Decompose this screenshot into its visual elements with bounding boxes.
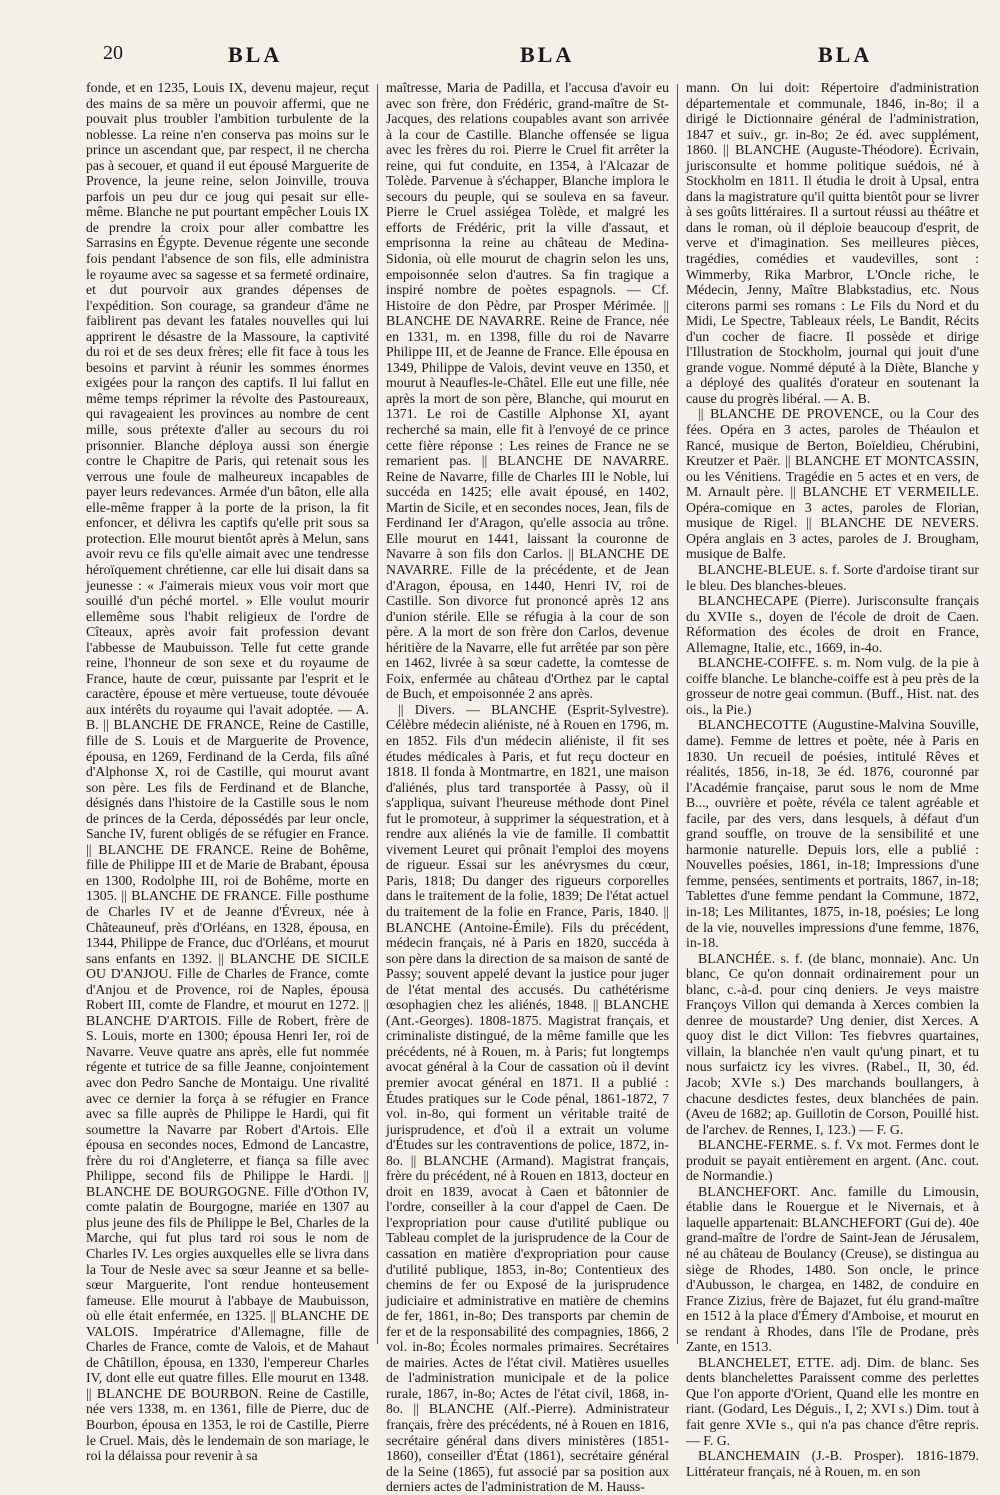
running-head-left: BLA: [228, 42, 283, 67]
running-head-center: BLA: [520, 42, 575, 67]
paragraph: fonde, et en 1235, Louis IX, devenu majeur, reçut des mains de sa mère un pouvoir affermi, que ne pouvait plus troubler l'ambition turbulente de la noblesse. La reine n'en conserva pas moins sur le prince un ascendant que, par respect, il ne chercha pas à secouer, et quand il eut épousé Marguerite de Provence, la jeune reine, selon Joinville, trouva parfois un peu dur ce joug qui pesait sur elle-même. Blanche ne put pourtant empêcher Louis IX de prendre la croix pour aller combattre les Sarrasins en Égypte. Devenue régente une seconde fois pendant l'absence de son fils, elle administra le royaume avec sa sagesse et sa fermeté ordinaire, et dut pourvoir aux grandes dépenses de l'expédition. Son courage, sa grandeur d'âme ne faiblirent pas devant les fatales nouvelles qui lui apprirent le désastre de la Massoure, la captivité du roi et de ses deux frères; elle fit face à tous les besoins et parvint à réunir les sommes énormes exigées pour la rançon des captifs. Il lui fallut en même temps réprimer la révolte des Pastoureaux, qui ravageaient les provinces au nombre de cent mille, sous prétexte d'aller au secours du roi prisonnier. Blanche déploya aussi son énergie contre le Chapitre de Paris, qui retenait sous les verrous une foule de malheureux incapables de payer leurs redevances. Armée d'un bâton, elle alla elle-même frapper à la porte de la prison, la fit enfoncer, et délivra les captifs qu'elle prit sous sa protection. Elle mourut bientôt après à Melun, sans avoir revu ce fils qu'elle aimait avec une tendresse héroïquement chrétienne, car elle lui disait dans sa jeunesse : « J'aimerais mieux vous voir mort que souillé d'un péché mortel. » Elle voulut mourir ellemême sous l'habit religieux de l'ordre de Cîteaux, après avoir fait profession devant l'abbesse de Maubuisson. Telle fut cette grande reine, l'honneur de son sexe et du royaume de France, haute de cœur, puissante par l'esprit et le caractère, épouse et mère vertueuse, toute dévouée aux intérêts du royaume qui l'avait adoptée. — A. B. || BLANCHE DE FRANCE, Reine de Castille, fille de S. Louis et de Marguerite de Provence, épousa, en 1269, Ferdinand de la Cerda, fils aîné d'Alphonse X, roi de Castille, qui mourut avant son père. Les fils de Ferdinand et de Blanche, désignés dans l'histoire de la Castille sous le nom de princes de la Cerda, dépossédés par leur oncle, Sanche IV, furent obligés de se réfugier en France. || BLANCHE DE FRANCE. Reine de Bohême, fille de Philippe III et de Marie de Brabant, épousa en 1300, Rodolphe III, roi de Bohême, morte en 1305. || BLANCHE DE FRANCE. Fille posthume de Charles IV et de Jeanne d'Évreux, née à Châteauneuf, près d'Orléans, en 1328, épousa, en 1344, Philippe de France, duc d'Orléans, et mourut sans enfants en 1392. || BLANCHE DE SICILE OU D'ANJOU. Fille de Charles de France, comte d'Anjou et de Provence, roi de Naples, épousa Robert III, comte de Flandre, et mourut en 1272. || BLANCHE D'ARTOIS. Fille de Robert, frère de S. Louis, morte en 1300; épousa Henri Ier, roi de Navarre. Veuve quatre ans après, elle fut nommée régente et tutrice de sa fille Jeanne, conjointement avec don Pedro Sanche de Montaigu. Une rivalité avec ce dernier la força à se réfugier en France avec sa fille auprès de Philippe le Hardi, qui fit soumettre la Navarre par Robert d'Artois. Elle épousa en secondes noces, Edmond de Lancastre, frère du roi d'Angleterre, et fiança sa fille avec Philippe, second fils de Philippe le Hardi. || BLANCHE DE BOURGOGNE. Fille d'Othon IV, comte palatin de Bourgogne, mariée en 1307 au plus jeune des fils de Philippe le Bel, Charles de la Marche, qui fut plus tard roi sous le nom de Charles IV. Les orgies auxquelles elle se livra dans la Tour de Nesle avec sa sœur Jeanne et sa belle-sœur Marguerite, l'ont rendue honteusement fameuse. Elle mourut à l'abbaye de Maubuisson, où elle était enfermée, en 1325. || BLANCHE DE VALOIS. Impératrice d'Allemagne, fille de Charles de France, comte de Valois, et de Mahaut de Châtillon, épousa, en 1330, l'empereur Charles IV, dont elle eut quatre filles. Elle mourut en 1348. || BLANCHE DE BOURBON. Reine de Castille, née vers 1338, m. en 1361, fille de Pierre, duc de Bourbon, épousa en 1353, le roi de Castille, Pierre le Cruel. Mais, dès le lendemain de son mariage, le roi la délaissa pour revenir à sa: [86, 80, 369, 1464]
paragraph: || Divers. — BLANCHE (Esprit-Sylvestre). Célèbre médecin aliéniste, né à Rouen en 1796, m. en 1852. Fils d'un médecin aliéniste, il fit ses études médicales à Paris, et fut reçu docteur en 1818. Il fonda à Montmartre, en 1821, une maison d'aliénés, plus tard transportée à Passy, où il s'appliqua, suivant l'heureuse méthode dont Pinel fut le promoteur, à supprimer la séquestration, et à rendre aux aliénés la vie de famille. Il combattit vivement Leuret qui prônait l'emploi des moyens de rigueur. Essai sur les anévrysmes du cœur, Paris, 1818; Du danger des rigueurs corporelles dans le traitement de la folie, 1839; De l'état actuel du traitement de la folie en France, Paris, 1840. || BLANCHE (Antoine-Émile). Fils du précédent, médecin français, né à Paris en 1820, succéda à son père dans la direction de sa maison de santé de Passy; souvent appelé devant la justice pour juger de l'état mental des accusés. Du cathétérisme œsophagien chez les aliénés, 1848. || BLANCHE (Ant.-Georges). 1808-1875. Magistrat français, et criminaliste distingué, de la même famille que les précédents, né à Rouen, m. à Paris; fut longtemps avocat général à la Cour de cassation où il devint premier avocat général en 1871. Il a publié : Études pratiques sur le Code pénal, 1861-1872, 7 vol. in-8o, qui forment un véritable traité de jurisprudence, et d'où il a extrait un volume d'Études sur les contraventions de police, 1872, in-8o. || BLANCHE (Armand). Magistrat français, frère du précédent, né à Rouen en 1813, docteur en droit en 1839, avocat à Caen et bâtonnier de l'ordre, conseiller à la cour d'appel de Caen. De l'expropriation pour cause d'utilité publique ou Tableau complet de la jurisprudence de la Cour de cassation en matière d'expropriation pour cause d'utilité publique, 1853, in-8o; Contentieux des chemins de fer ou Exposé de la jurisprudence judiciaire et administrative en matière de chemins de fer, 1861, in-8o; Des transports par chemin de fer et de la responsabilité des compagnies, 1866, 2 vol. in-8o; Écoles normales primaires. Secrétaires de mairies. Actes de l'état civil. Matières usuelles de l'administration municipale et de la police rurale, 1867, in-8o; Actes de l'état civil, 1868, in-8o. || BLANCHE (Alf.-Pierre). Administrateur français, frère des précédents, né à Rouen en 1816, secrétaire général dans divers ministères (1851-1860), conseiller d'État (1861), secrétaire général de la Seine (1865), fut associé par sa position aux derniers actes de l'administration de M. Hauss-: [386, 701, 669, 1495]
paragraph: mann. On lui doit: Répertoire d'administration départementale et communale, 1846, in-8o; il a dirigé le Dictionnaire général de l'administration, 1847 et suiv., gr. in-8o; 2e éd. avec supplément, 1860. || BLANCHE (Auguste-Théodore). Écrivain, jurisconsulte et homme politique suédois, né à Stockholm en 1811. Il étudia le droit à Upsal, entra dans la magistrature qu'il quitta bientôt pour se livrer à ses goûts littéraires. Il a surtout réussi au théâtre et dans le roman, où il déploie beaucoup d'esprit, de verve et d'imagination. Ses meilleures pièces, tragédies, comédies et vaudevilles, sont : Wimmerby, Rika Marbror, L'Oncle riche, le Médecin, Jenny, Maître Blabkstadius, etc. Nous citerons parmi ses romans : Le Fils du Nord et du Midi, Le Spectre, Tableaux réels, Le Bandit, Récits d'un cocher de fiacre. Il possède et dirige l'Illustration de Stockholm, journal qui jouit d'une grande vogue. Nommé député à la Diète, Blanche y a déployé des qualités d'orateur en soutenant la cause du progrès libéral. — A. B.: [686, 80, 979, 406]
dictionary-entry: BLANCHE-BLEUE. s. f. Sorte d'ardoise tirant sur le bleu. Des blanches-bleues.: [686, 561, 979, 593]
dictionary-entry: BLANCHELET, ETTE. adj. Dim. de blanc. Ses dents blanchelettes Paraissent comme des perlettes Que l'on apporte d'Orient, Quand elle les montre en riant. (Godard, Les Déguis., I, 2; XVI s.) Dim. tout à fait genre XVIe s., qui n'a pas chance d'être repris. — F. G.: [686, 1354, 979, 1448]
column-rule: [377, 84, 378, 1344]
paragraph: || BLANCHE DE PROVENCE, ou la Cour des fées. Opéra en 3 actes, paroles de Théaulon et Rancé, musique de Berton, Boïeldieu, Chérubini, Kreutzer et Paër. || BLANCHE ET MONTCASSIN, ou les Vénitiens. Tragédie en 5 actes et en vers, de M. Arnault père. || BLANCHE ET VERMEILLE. Opéra-comique en 3 actes, paroles de Florian, musique de Rigel. || BLANCHE DE NEVERS. Opéra anglais en 3 actes, paroles de J. Brougham, musique de Balfe.: [686, 406, 979, 562]
dictionary-entry: BLANCHECAPE (Pierre). Jurisconsulte français du XVIIe s., doyen de l'école de droit de Caen. Réformation des écoles de droit en France, Allemagne, Italie, etc., 1669, in-4o.: [686, 593, 979, 655]
column-rule: [677, 84, 678, 1344]
page-number: 20: [103, 42, 123, 64]
dictionary-entry: BLANCHÉE. s. f. (de blanc, monnaie). Anc. Un blanc, Ce qu'on donnait ordinairement pour un blanc, c.-à-d. pour cinq deniers. Je veys maistre Françoys Villon qui demanda à Xerces combien la denree de moustarde? Ung denier, dist Xerces. A quoy dist le dict Villon: Tes fiebvres quartaines, villain, la blanchée n'en vault qu'ung pinart, et tu nous surfaictz icy les vivres. (Rabel., II, 30, éd. Jacob; XVIe s.) Des marchands boullangers, à chacune desdictes festes, deux blanchées de pain. (Aveu de 1682; ap. Guillotin de Corson, Pouillé hist. de l'archev. de Rennes, I, 123.) — F. G.: [686, 950, 979, 1137]
text-column-2: [386, 80, 669, 1495]
dictionary-entry: BLANCHEFORT. Anc. famille du Limousin, établie dans le Rouergue et le Nivernais, et à laquelle appartenait: BLANCHEFORT (Gui de). 40e grand-maître de l'ordre de Saint-Jean de Jérusalem, né au château de Boulancy (Creuse), se distingua au siège de Rhodes, 1480. Son oncle, le prince d'Aubusson, le chargea, en 1482, de conduire en France Zizius, frère de Bajazet, fut élu grand-maître en 1512 à la place d'Émery d'Amboise, et mourut en se rendant à Rhodes, dans l'île de Prodane, près Zante, en 1513.: [686, 1183, 979, 1355]
dictionary-entry: BLANCHE-COIFFE. s. m. Nom vulg. de la pie à coiffe blanche. Le blanche-coiffe est à peu près de la grosseur de notre geai commun. (Buff., Hist. nat. des ois., la Pie.): [686, 655, 979, 717]
text-column-3: [686, 80, 979, 1479]
running-head-right: BLA: [818, 42, 873, 67]
page-header: [0, 38, 1000, 78]
dictionary-entry: BLANCHECOTTE (Augustine-Malvina Souville, dame). Femme de lettres et poète, née à Paris en 1830. Un recueil de poésies, intitulé Rêves et réalités, 1856, in-18, 3e éd. 1876, couronné par l'Académie française, parut sous le nom de Mme B..., ouvrière et poète, révéla ce talent agréable et facile, par des vers, dans lesquels, à défaut d'un grand souffle, on trouve de la sensibilité et une harmonie naturelle. Depuis lors, elle a publié : Nouvelles poésies, 1861, in-18; Impressions d'une femme, pensées, sentiments et portraits, 1867, in-18; Tablettes d'une femme pendant la Commune, 1872, in-18; Les Militantes, 1875, in-18, poésies; Le long de la vie, nouvelles impressions d'une femme, 1876, in-18.: [686, 717, 979, 951]
text-column-1: [86, 80, 369, 1464]
dictionary-entry: BLANCHE-FERME. s. f. Vx mot. Fermes dont le produit se payait entièrement en argent. (Anc. cout. de Normandie.): [686, 1137, 979, 1184]
dictionary-entry: BLANCHEMAIN (J.-B. Prosper). 1816-1879. Littérateur français, né à Rouen, m. en son: [686, 1448, 979, 1479]
paragraph: maîtresse, Maria de Padilla, et l'accusa d'avoir eu avec son frère, don Frédéric, grand-maître de St-Jacques, des relations coupables avant son arrivée à la cour de Castille. Blanche offensée se ligua avec les frères du roi. Pierre le Cruel fit arrêter la reine, qui fut conduite, en 1354, à l'Alcazar de Tolède. Parvenue à s'échapper, Blanche implora le secours du peuple, qui se souleva en sa faveur. Pierre le Cruel assiégea Tolède, et malgré les efforts de Frédéric, prit la ville d'assaut, et emprisonna la reine au château de Medina-Sidonia, où elle mourut de chagrin selon les uns, empoisonnée selon d'autres. Sa fin tragique a inspiré nombre de poètes espagnols. — Cf. Histoire de don Pèdre, par Prosper Mérimée. || BLANCHE DE NAVARRE. Reine de France, née en 1331, m. en 1398, fille du roi de Navarre Philippe III, et de Jeanne de France. Elle épousa en 1349, Philippe de Valois, devint veuve en 1350, et mourut à Neaufles-le-Châtel. Elle eut une fille, née après la mort de son père, Blanche, qui mourut en 1371. Le roi de Castille Alphonse XI, ayant recherché sa main, elle fit à l'envoyé de ce prince cette fière réponse : Les reines de France ne se remarient pas. || BLANCHE DE NAVARRE. Reine de Navarre, fille de Charles III le Noble, lui succéda en 1425; elle avait épousé, en 1402, Martin de Sicile, et en secondes noces, Jean, fils de Ferdinand Ier d'Aragon, qu'elle associa au trône. Elle mourut en 1441, laissant la couronne de Navarre à son fils don Carlos. || BLANCHE DE NAVARRE. Fille de la précédente, et de Jean d'Aragon, épousa, en 1440, Henri IV, roi de Castille. Son divorce fut prononcé après 12 ans d'union stérile. Elle se réfugia à la cour de son père. A la mort de son frère don Carlos, devenue héritière de la Navarre, elle fut arrêtée par son père en 1462, livrée à sa sœur cadette, la comtesse de Foix, enfermée au château d'Orthez par le captal de Buch, et empoisonnée 2 ans après.: [386, 80, 669, 702]
